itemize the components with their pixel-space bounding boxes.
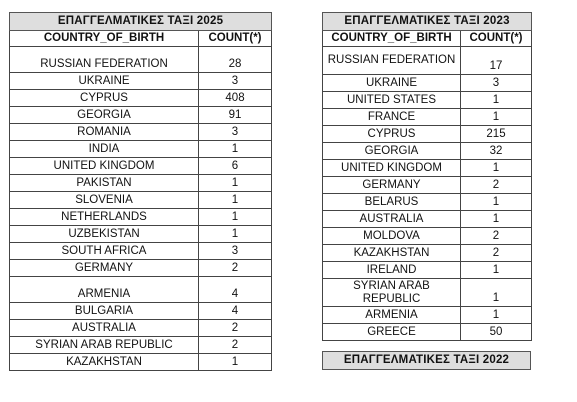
country-cell: UZBEKISTAN [10, 226, 199, 243]
count-cell: 17 [461, 47, 532, 75]
count-cell: 1 [199, 209, 272, 226]
table-row [10, 73, 272, 90]
count-column-header: COUNT(*) [461, 31, 532, 47]
country-cell: GEORGIA [323, 143, 461, 160]
country-cell: NETHERLANDS [10, 209, 199, 226]
table-2023-title: ΕΠΑΓΓΕΛΜΑΤΙΚΕΣ ΤΑΞΙ 2023 [323, 13, 532, 31]
count-cell: 1 [199, 141, 272, 158]
country-cell: UKRAINE [10, 73, 199, 90]
table-row [323, 109, 532, 126]
table-2022 [322, 351, 531, 370]
count-cell: 6 [199, 158, 272, 175]
table-row [10, 277, 272, 303]
table-row [323, 75, 532, 92]
table-2022-title: ΕΠΑΓΓΕΛΜΑΤΙΚΕΣ ΤΑΞΙ 2022 [323, 352, 531, 370]
country-cell: BULGARIA [10, 303, 199, 320]
table-2025 [9, 12, 272, 371]
count-cell: 408 [199, 90, 272, 107]
table-row [323, 126, 532, 143]
table-row [323, 177, 532, 194]
table-row [10, 320, 272, 337]
table-row [10, 124, 272, 141]
table-row [10, 175, 272, 192]
count-cell: 4 [199, 303, 272, 320]
table-row [323, 307, 532, 324]
count-column-header: COUNT(*) [199, 31, 272, 47]
table-row [323, 211, 532, 228]
count-cell: 28 [199, 47, 272, 73]
country-cell: GREECE [323, 324, 461, 341]
country-cell: ROMANIA [10, 124, 199, 141]
country-cell: SOUTH AFRICA [10, 243, 199, 260]
count-cell: 2 [461, 228, 532, 245]
country-cell: CYPRUS [10, 90, 199, 107]
country-cell: SYRIAN ARAB REPUBLIC [10, 337, 199, 354]
country-cell: IRELAND [323, 262, 461, 279]
count-cell: 2 [199, 260, 272, 277]
table-row [323, 279, 532, 307]
table-row [10, 141, 272, 158]
count-cell: 50 [461, 324, 532, 341]
count-cell: 1 [461, 109, 532, 126]
table-row [10, 90, 272, 107]
country-cell: PAKISTAN [10, 175, 199, 192]
table-row [323, 324, 532, 341]
count-cell: 2 [461, 245, 532, 262]
table-row [10, 107, 272, 124]
count-cell: 3 [199, 243, 272, 260]
count-cell: 1 [199, 192, 272, 209]
table-row [323, 143, 532, 160]
country-cell: UNITED KINGDOM [10, 158, 199, 175]
country-cell: ARMENIA [323, 307, 461, 324]
count-cell: 1 [461, 262, 532, 279]
table-row [323, 245, 532, 262]
country-cell: FRANCE [323, 109, 461, 126]
table-row [10, 243, 272, 260]
count-cell: 1 [461, 279, 532, 307]
country-cell: RUSSIAN FEDERATION [323, 47, 461, 75]
table-row [10, 158, 272, 175]
count-cell: 3 [199, 73, 272, 90]
count-cell: 91 [199, 107, 272, 124]
table-row [10, 47, 272, 73]
table-row [10, 209, 272, 226]
count-cell: 3 [461, 75, 532, 92]
country-cell: SLOVENIA [10, 192, 199, 209]
country-cell: SYRIAN ARAB REPUBLIC [323, 279, 461, 307]
country-cell: MOLDOVA [323, 228, 461, 245]
table-row [10, 260, 272, 277]
count-cell: 1 [461, 92, 532, 109]
table-row [10, 303, 272, 320]
count-cell: 1 [461, 307, 532, 324]
country-column-header: COUNTRY_OF_BIRTH [10, 31, 199, 47]
country-cell: INDIA [10, 141, 199, 158]
table-2023 [322, 12, 532, 341]
country-cell: GERMANY [10, 260, 199, 277]
count-cell: 4 [199, 277, 272, 303]
count-cell: 1 [461, 160, 532, 177]
country-cell: GEORGIA [10, 107, 199, 124]
count-cell: 2 [199, 337, 272, 354]
country-cell: CYPRUS [323, 126, 461, 143]
country-cell: KAZAKHSTAN [323, 245, 461, 262]
table-row [323, 194, 532, 211]
count-cell: 2 [199, 320, 272, 337]
country-cell: UNITED STATES [323, 92, 461, 109]
count-cell: 3 [199, 124, 272, 141]
table-row [10, 192, 272, 209]
table-row [10, 354, 272, 371]
count-cell: 215 [461, 126, 532, 143]
country-cell: BELARUS [323, 194, 461, 211]
country-cell: ARMENIA [10, 277, 199, 303]
country-column-header: COUNTRY_OF_BIRTH [323, 31, 461, 47]
count-cell: 1 [199, 226, 272, 243]
table-row [10, 226, 272, 243]
country-cell: AUSTRALIA [323, 211, 461, 228]
table-row [323, 262, 532, 279]
table-row [323, 47, 532, 75]
country-cell: UNITED KINGDOM [323, 160, 461, 177]
table-row [323, 160, 532, 177]
count-cell: 2 [461, 177, 532, 194]
count-cell: 1 [199, 175, 272, 192]
count-cell: 1 [199, 354, 272, 371]
country-cell: UKRAINE [323, 75, 461, 92]
country-cell: AUSTRALIA [10, 320, 199, 337]
table-2025-title: ΕΠΑΓΓΕΛΜΑΤΙΚΕΣ ΤΑΞΙ 2025 [10, 13, 272, 31]
country-cell: RUSSIAN FEDERATION [10, 47, 199, 73]
table-row [323, 92, 532, 109]
table-row [10, 337, 272, 354]
table-row [323, 228, 532, 245]
count-cell: 1 [461, 194, 532, 211]
country-cell: KAZAKHSTAN [10, 354, 199, 371]
count-cell: 32 [461, 143, 532, 160]
country-cell: GERMANY [323, 177, 461, 194]
count-cell: 1 [461, 211, 532, 228]
